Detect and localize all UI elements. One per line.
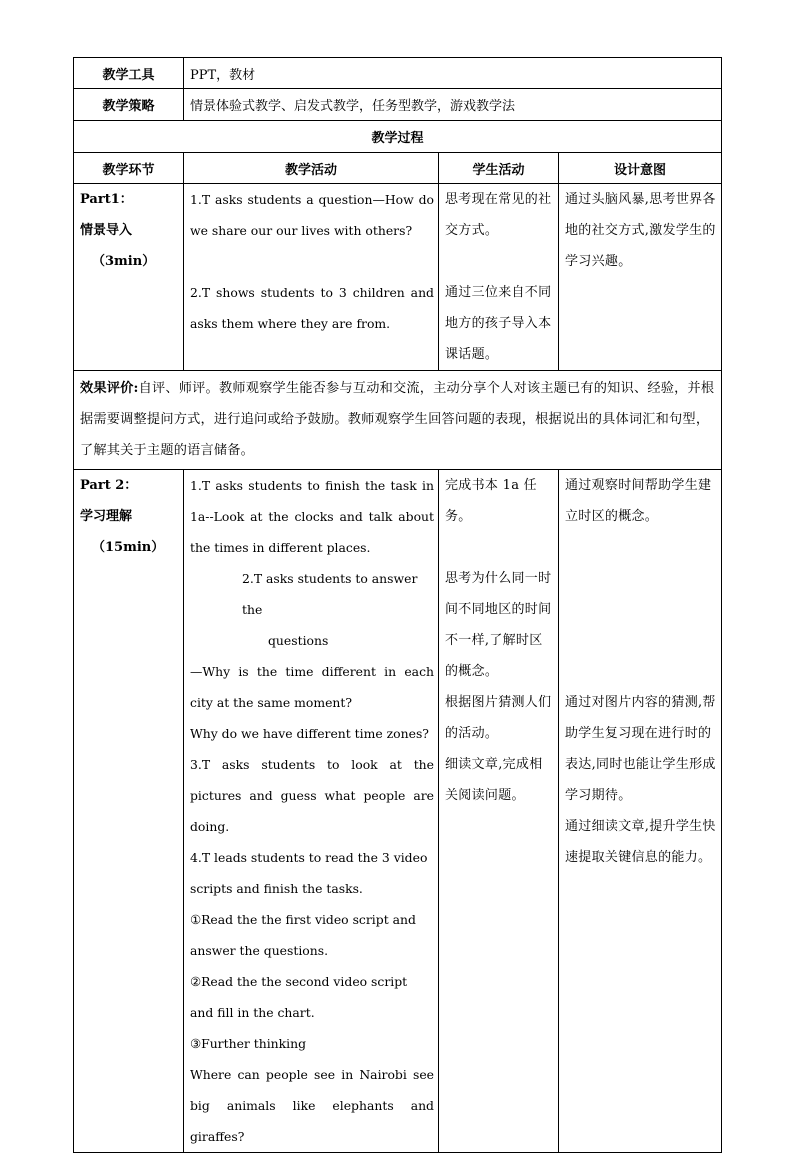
evaluation-text: 自评、师评。教师观察学生能否参与互动和交流，主动分享个人对该主题已有的知识、经验，并根据需要调整提问方式，进行追问或给予鼓励。教师观察学生回答问题的表现，根据说出的具体词汇和句型，了解其关于主题的语言储备。 [80,381,715,458]
part2-intent-2: 通过对图片内容的猜测,帮助学生复习现在进行时的表达,同时也能让学生形成学习期待。 [565,695,716,803]
column-header-stage: 教学环节 [74,153,184,184]
part2-stage-cell [74,470,184,1153]
part1-stage-title: Part1： [80,192,133,207]
part2-student-4: 细读文章,完成相关阅读问题。 [445,757,543,803]
strategy-value: 情景体验式教学、启发式教学，任务型教学，游戏教学法 [184,89,722,121]
column-header-student: 学生活动 [439,153,559,184]
part1-stage-duration: （3min） [92,254,156,269]
part2-intent-3: 通过细读文章,提升学生快速提取关键信息的能力。 [565,819,716,865]
part2-activity-3: 3.T asks students to look at the pictures and guess what people are doing. [190,757,434,834]
tools-row [74,58,722,89]
part2-activity-4-a: ①Read the the first video script and answer the questions. [190,912,416,958]
column-header-intent: 设计意图 [559,153,722,184]
part1-activity-cell [184,184,439,371]
part2-activity-2-q2: Why do we have different time zones? [190,726,429,741]
part2-activity-cell [184,470,439,1153]
part2-stage-title: Part 2： [80,478,138,493]
part2-activity-4-c-question: Where can people see in Nairobi see big animals like elephants and giraffes? [190,1067,434,1144]
part2-student-3: 根据图片猜测人们的活动。 [445,695,552,741]
part2-activity-2: 2.T asks students to answer the [242,571,418,617]
part1-intent-cell [559,184,722,371]
part2-row [74,470,722,1153]
column-header-activity: 教学活动 [184,153,439,184]
part1-student-cell [439,184,559,371]
part1-intent-1: 通过头脑风暴,思考世界各地的社交方式,激发学生的学习兴趣。 [565,192,716,269]
part2-intent-1: 通过观察时间帮助学生建立时区的概念。 [565,478,712,524]
part1-student-1: 思考现在常见的社交方式。 [445,192,552,238]
part2-activity-2-cont: questions [268,633,329,648]
evaluation-label: 效果评价: [80,381,139,396]
tools-value: PPT，教材 [184,58,722,89]
part2-activity-2-q1: —Why is the time different in each city at the same moment? [190,664,434,710]
tools-label: 教学工具 [74,58,184,89]
part2-activity-4-b: ②Read the the second video script and fill in the chart. [190,974,408,1020]
part1-stage-name: 情景导入 [80,223,133,238]
lesson-plan-table [73,57,722,1153]
part1-stage-cell [74,184,184,371]
part2-student-1: 完成书本 1a 任务。 [445,478,537,524]
part2-stage-name: 学习理解 [80,509,133,524]
part2-activity-4-c: ③Further thinking [190,1036,307,1051]
strategy-label: 教学策略 [74,89,184,121]
part1-activity-2: 2.T shows students to 3 children and asks them where they are from. [190,285,434,331]
part2-activity-1: 1.T asks students to finish the task in 1a--Look at the clocks and talk about the times in different places. [190,478,434,555]
evaluation-row [74,371,722,470]
process-title-row [74,121,722,153]
part1-activity-1: 1.T asks students a question—How do we share our our lives with others? [190,192,434,238]
part1-student-2: 通过三位来自不同地方的孩子导入本课话题。 [445,285,552,362]
process-title: 教学过程 [74,121,722,153]
column-header-row [74,153,722,184]
part2-stage-duration: （15min） [92,540,165,555]
evaluation-cell [74,371,722,470]
part2-activity-4: 4.T leads students to read the 3 video scripts and finish the tasks. [190,850,428,896]
strategy-row [74,89,722,121]
part2-student-cell [439,470,559,1153]
part2-student-2: 思考为什么同一时间不同地区的时间不一样,了解时区的概念。 [445,571,552,679]
part2-intent-cell [559,470,722,1153]
part1-row [74,184,722,371]
